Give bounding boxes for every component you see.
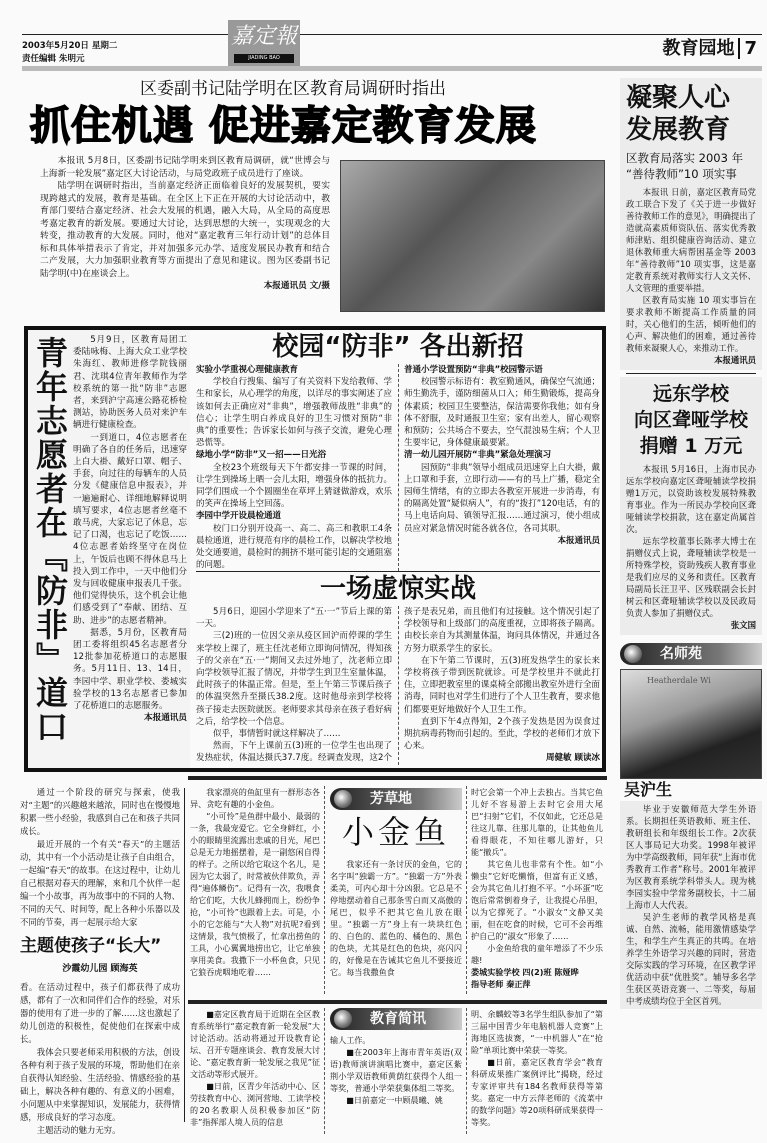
side2-title3: 捐赠 1 万元 xyxy=(639,435,743,457)
section-divider xyxy=(188,1000,607,1004)
campus-text: 校门口分别开设高一、高二、高三和教职工4条晨检通道，进行规范有序的晨检工作，以解决学校地处交通要道，晨检时的拥挤不堪可能引起的交通阻塞的问题。 xyxy=(196,523,392,571)
meeting-photo xyxy=(340,160,605,312)
masthead-info xyxy=(22,40,117,66)
drill-headline: 一场虚惊实战 xyxy=(319,574,476,604)
volunteer-para: 据悉，5月份，区教育局团工委将组织45名志愿者分12批参加花桥道口的志愿服务。5月11日、13、14日，李园中学、职业学校、娄城实验学校的13名志愿者已参加了花桥道口的志愿服务。 xyxy=(73,627,187,712)
lead-kicker: 区委副书记陆学明在区教育局调研时指出 xyxy=(140,79,446,99)
volunteer-para: 一到道口，4位志愿者在明确了各自的任务后，迅速穿上白大褂、戴好口罩、帽子、手套，向过往的每辆车的人员分发《健康信息申报表》，并一遍遍耐心、详细地解释说明填写要求，4位志愿者丝毫不敢马虎，大家忘记了休息，忘记了口渴，也忘记了吃饭……4位志愿者始终坚守在岗位上，午饭后也顾不得休息马上投入到工作中，一天中他们分发与回收健康申报表几千张。他们觉得快乐，这个机会让他们感受到了“奉献、团结、互助、进步”的志愿者精神。 xyxy=(73,432,187,626)
goldfish-para: 其它鱼儿也非常有个性。如“小懒虫”它好吃懒惰，但富有正义感，会为其它鱼儿打抱不平。“小坏蛋”吃饱后常常倒着身子，让我提心吊胆，以为它撑死了。“小淑女”文静又美丽，但在吃食的时候，它可不会再维护自己的“淑女”形象了…… xyxy=(471,859,603,941)
fangcaodi-tag-label: 芳草地 xyxy=(370,791,412,807)
news-item: ■在2003年上海市青年英语(双语)教师演讲演唱比赛中，嘉定区紫荆小学双语教师黄荫红获得个人组一等奖，普通小学荣获集体组二等奖。 xyxy=(330,1047,462,1093)
drill-columns xyxy=(196,606,600,765)
goldfish-col3 xyxy=(471,786,603,990)
side2-byline: 张文国 xyxy=(730,620,756,630)
column-divider xyxy=(324,786,325,994)
teacher-tag-label: 名师苑 xyxy=(660,646,702,662)
lead-para: 陆学明在调研时指出，当前嘉定经济正面临着良好的发展契机，要实现跨越式的发展，教育是基础。在全区上下正在开展的大讨论活动中，教育部门要结合嘉定经济、社会大发展的机遇，融入大局，从全局的高度思考嘉定教育的新发展。要通过大讨论，达到思想的大统一，实现观念的大转变，推动教育的大发展。同时，他对“嘉定教育三年行动计划”的总体目标和具体举措表示了肯定，并对加强多元办学、适度发展民办教育和结合二产发展，大力加强职业教育等方面提出了意见和建议。图为区委副书记陆学明(中)在座谈会上。 xyxy=(40,181,330,279)
side2-para: 远东学校董事长陈孝大博士在捐赠仪式上说，聋哑辅读学校是一所特殊学校，资助残疾人教育事业是我们应尽的义务和责任。区教育局副局长汪卫平、区残联副会长封树云和区聋哑辅读学校以及民政局负责人参加了捐赠仪式。 xyxy=(626,536,756,618)
news-item: 明、余麟蛟等3名学生组队参加了“第三届中国青少年电脑机器人竞赛”上海地区选拔赛，“一中机器人”在“抢险”单项比赛中荣获一等奖。 xyxy=(471,1009,603,1055)
news-col1 xyxy=(190,1008,320,1128)
side2-title1: 远东学校 xyxy=(652,383,729,405)
drill-para: 在下午第二节课时，五(3)班发热学生的家长来学校将孩子带到医院就诊。可是学校里并不就此打住，立即把教室里的课桌椅全部搬出教室外进行全面消毒，同时也对学生们进行了个人卫生教育，要求他们都要更好地做好个人卫生工作。 xyxy=(404,655,600,715)
campus-text: 全校23个班级每天下午都安排一节课的时间，让学生到操场上晒一会儿太阳，增强身体的抵抗力。同学们围成一个个圆圈坐在草坪上猜谜做游戏，欢乐的笑声在操场上空回荡。 xyxy=(196,462,392,510)
lead-para: 本报讯 5月8日，区委副书记陆学明来到区教育局调研，就“世博会与上海新一轮发展”嘉定区大讨论活动，与局党政班子成员进行了座谈。 xyxy=(40,156,330,179)
campus-text: 园预防“非典”领导小组成员迅速穿上白大褂，戴上口罩和手套，立即行动——有的马上广播，稳定全园师生情绪，有的立即去各教室开展进一步消毒，有的隔离处置“疑似病人”，有的“拨打”120电话，有的马上电话向局、镇领导汇报……通过演习，使小组成员应对紧急情况时能各就各位，各司其职。 xyxy=(404,462,600,534)
teacher-para: 吴沪生老师的教学风格是真诚、自然、流畅，能用激情感染学生，和学生产生真正的共鸣。在培养学生外语学习兴趣的同时，营造交际实践的学习环境，在区教学评优活动中获“优胜奖”。辅导多名学生获区英语竞赛一、二等奖，每届中考成绩均位于全区首列。 xyxy=(626,912,756,1006)
campus-byline: 本报通讯员 xyxy=(557,535,600,546)
campus-subhead: 实验小学重视心理健康教育 xyxy=(196,365,299,375)
teacher-photo xyxy=(620,669,762,779)
side-divider xyxy=(626,373,756,374)
drill-para: 5月6日，迎园小学迎来了“五·一”节后上课的第一天。 xyxy=(196,607,392,630)
goldfish-headline: 小金鱼 xyxy=(341,813,450,851)
side1-byline: 本报通讯员 xyxy=(714,355,756,365)
tag-globe-icon xyxy=(334,1010,352,1028)
teacher-bio xyxy=(620,801,762,1009)
drill-byline: 周健敏 顾读冰 xyxy=(546,753,600,764)
side1-title2: 发展教育 xyxy=(626,115,731,145)
side2-title2: 向区聋哑学校 xyxy=(633,409,748,431)
column-divider xyxy=(324,1008,325,1134)
theme-para: 我体会只要老师采用积极的方法，创设各种有利于孩子发展的环境，帮助他们在亲自获得认知经验、生活经验、情感经验的基础上，解决各种有趣的、有意义的小困难，小问题从中来掌握知识，发展能力，获得情感，形成良好的学习态度。 xyxy=(20,1047,180,1122)
news-tag-label: 教育简讯 xyxy=(370,1011,426,1027)
drill-para: 然而，下午上课前五(3)班的一位学生也出现了发热症状，体温达摄氏37.7度。经调查发现，这2个孩子是表兄弟，而且他们有过接触。这个情况引起了学校领导和上级部门的高度重视，立即将孩子隔离。由校长亲自为其测量体温，询问具体情况，并通过各方努力联系学生的家长。 xyxy=(196,607,600,764)
goldfish-col2 xyxy=(330,858,462,978)
news-col2 xyxy=(330,1008,462,1106)
goldfish-para: “小可怜”是鱼群中最小、最弱的一条，我最宠爱它。它全身鲜红，小小的眼睛里流露出悲戚的目光，尾巴总是无力地摇摆着，是一副悠闲自得的样子。之所以给它取这个名儿，是因为它太弱了，时常被伙伴欺负，弄得“遍体鳞伤”。记得有一次，我喂食给它们吃，大伙儿蜂拥而上，纷纷争抢，“小可怜”也跟着上去。可是，小小的它怎能与“大人物”对抗呢?看到这情景，我气愤极了，忙拿出捞鱼的工具，小心翼翼地捞出它，让它单独享用美食。我撒下一小杯鱼食，只见它狼吞虎咽地吃着…… xyxy=(190,811,320,977)
theme-headline: 主题使孩子“长大” xyxy=(20,936,162,956)
fangcaodi-tag xyxy=(330,788,462,810)
theme-para: 看。在活动过程中，孩子们都获得了成功感，都有了一次和同伴们合作的经验，对乐器的使用有了进一步的了解……这也激起了幼儿创造的积极性，促使他们在探索中成长。 xyxy=(20,982,180,1044)
issue-date: 2003年5月20日 星期二 xyxy=(22,41,118,51)
news-item: ■日前嘉定一中顾晨曦、姚 xyxy=(346,1095,443,1105)
column-divider xyxy=(466,786,467,994)
column-divider xyxy=(466,1008,467,1134)
goldfish-byline2: 指导老师 秦正萍 xyxy=(471,979,531,989)
drill-para: 似乎，事情暂时就这样解决了…… xyxy=(213,729,341,740)
side1-sub1: 区教育局落实 2003 年 xyxy=(626,151,744,165)
news-col3 xyxy=(471,1008,603,1128)
section-divider xyxy=(196,571,600,572)
teacher-name: 吴沪生 xyxy=(624,780,673,799)
goldfish-byline1: 娄城实验学校 四(2)班 陈娅晔 xyxy=(471,967,579,977)
logo-text: 嘉定報 xyxy=(230,24,297,49)
section-title xyxy=(662,38,757,60)
logo-en: JIADING BAO xyxy=(234,54,294,63)
photo-sign-text: Heatherdale Wi xyxy=(647,676,711,685)
masthead-bar xyxy=(22,66,762,71)
drill-para: 三(2)班的一位因父亲从疫区回沪而停课的学生来学校上课了，班主任沈老师立即询问情况，得知孩子的父亲在“五·一”期间又去过外地了，沈老师立即向学校领导汇报了情况，并带学生到卫生室量体温，此时孩子的体温正常。但是，至上午第三节课后孩子的体温突然升至摄氏38.2度。这时他母亲到学校将孩子接走去医院就医。老师要求其母亲在孩子看好病之后，给学校一个信息。 xyxy=(196,631,392,727)
theme-para: 主题活动的魅力无穷。 xyxy=(36,1125,121,1135)
campus-subhead: 普通小学设置预防“非典”校园警示语 xyxy=(404,365,543,375)
volunteer-byline: 本报通讯员 xyxy=(144,713,187,724)
theme-article xyxy=(20,786,180,1137)
goldfish-col1 xyxy=(190,786,320,978)
campus-subhead: 绿地小学“防非”又一招——日光浴 xyxy=(196,450,327,461)
masthead-rule xyxy=(22,34,762,35)
goldfish-para: 时它会第一个冲上去独占。当其它鱼儿好不容易游上去时它会用大尾巴“扫射”它们，不仅如此，它还总是往这儿靠、往那儿靠的，让其他鱼儿看得眼花，不知往哪儿游好，只能“撤兵”。 xyxy=(471,787,603,857)
campus-subhead: 清一幼儿园开展防“非典”紧急处理演习 xyxy=(404,450,552,461)
drill-para: 直到下午4点得知，2个孩子发热是因为误食过期抗病毒药物而引起的。至此，学校的老师们才放下心来。 xyxy=(404,716,600,752)
volunteer-title: 青年志愿者在『防非』道口 xyxy=(31,336,69,744)
editor: 责任编辑 朱明元 xyxy=(22,54,85,64)
campus-subhead: 李园中学开设晨检通道 xyxy=(196,511,282,522)
campus-text: 校园警示标语有：教室勤通风，确保空气流通；师生勤洗手，谨防细菌从口入；师生勤锻炼，提高身体素质；校园卫生要整洁，保洁需要你我他；如有身体不舒服，及时通报卫生室；家有出差人，留心观察和预防；公共场合不要去，空气混浊易生病；个人卫生要牢记，身体健康最要紧。 xyxy=(404,377,600,449)
campus-text: 学校自行搜集、编写了有关资料下发给教师、学生和家长，从心理学的角度，以详尽的事实阐述了应该如何去正确应对“非典”，增强教师战胜“非典”的信心；让学生明白养成良好的卫生习惯对预防“非典”的重要性；告诉家长如何与孩子交流，避免心理恐慌等。 xyxy=(196,377,392,449)
goldfish-para: 小金鱼给我的童年增添了不少乐趣! xyxy=(471,943,603,965)
side1-title1: 凝聚人心 xyxy=(626,83,731,113)
volunteer-para: 5月9日，区教育局团工委陆咏梅、上海大众工业学校朱海红、教师进修学院钱丽君、沈琪4位青年教师作为学校系统的第一批“防非”志愿者，来到沪宁高速公路花桥检测站，协助医务人员对来沪车辆进行健康检查。 xyxy=(73,335,187,431)
teacher-para: 毕业于安徽师范大学生外语系。长期担任英语教师、班主任、教研组长和年级组长工作。2次获区人事局记大功奖。1998年被评为中学高级教师，同年获“上海市优秀教育工作者”称号。2001年被评为区教育系统学科带头人。现为桃李园实验中学常务副校长，十二届上海市人大代表。 xyxy=(626,804,756,910)
page-number: 7 xyxy=(738,38,757,59)
section-divider xyxy=(188,776,607,780)
side1-para: 本报讯 日前，嘉定区教育局党政工联合下发了《关于进一步做好善待教师工作的意见》，明确提出了造就高素质师资队伍、落实优秀教师津贴、组织健康咨询活动、建立退休教师重大病帮困基金等 2003 年“善待教师”10 项实事，这是嘉定教育系统对教师实行人文关怀、人文管理的重要举措。 xyxy=(626,187,756,293)
right-column xyxy=(620,78,762,1009)
news-item: ■日前，嘉定区教育学会“教育科研成果推广案例评比”揭晓，经过专家评审共有184名教师获得等第奖。嘉定一中方云萍老师的《流菜中的数学问题》等20项科研成果获得一等奖。 xyxy=(471,1057,603,1127)
news-item: ■日前，区青少年活动中心、区劳技教育中心、浏河营地、工读学校的20名教职人员积极参加区“防非”指挥部人境人员的信息 xyxy=(190,1081,320,1127)
column-rule xyxy=(184,788,185,1122)
campus-columns xyxy=(196,364,600,571)
news-item: ■嘉定区教育局于近期在全区教育系统举行“嘉定教育新一轮发展”大讨论活动。活动将通过开设教育论坛、召开专题座谈会、教育发展大讨论、“嘉定教育新一轮发展之我见”征文活动等形式展开。 xyxy=(190,1009,320,1079)
teacher-care-box xyxy=(620,78,762,370)
teacher-column-tag xyxy=(620,643,762,665)
theme-para: 最近开展的一个有关“春天”的主题活动，其中有一个小活动是让孩子自由组合，一起编“春天”的故事。在这过程中，让幼儿自己根据对春天的理解，來和几个伙伴一起编一个小故事，再为故事中的不同的人物、不同的天气、时间等，配上各种小乐器以及不同的节奏，再一起展示给大家 xyxy=(20,839,180,927)
lead-byline: 本报通讯员 文/摄 xyxy=(263,281,330,291)
campus-headline: 校园“防非” 各出新招 xyxy=(272,332,524,362)
tag-globe-icon xyxy=(624,645,642,663)
news-tag xyxy=(330,1008,462,1030)
volunteer-body xyxy=(73,334,187,725)
theme-para: 通过一个阶段的研究与探索，使我对“主题”的兴趣越来越浓，同时也在慢慢地积累一些小经验，我感到自己在和孩子共同成长。 xyxy=(20,787,180,836)
goldfish-para: 我家漂亮的鱼缸里有一群形态各异、贪吃有趣的小金鱼。 xyxy=(190,787,320,809)
tag-globe-icon xyxy=(334,790,352,808)
theme-author: 沙霞幼儿园 顾海英 xyxy=(62,964,138,974)
news-item: 输人工作。 xyxy=(330,1035,371,1045)
side1-para: 区教育局实施 10 项实事旨在要求教师不断提高工作质量的同时，关心他们的生活，倾听他们的心声、解决他们的困难，通过善待教师来凝聚人心，来推动工作。 xyxy=(626,295,756,353)
lead-body xyxy=(40,155,330,293)
section-name: 教育园地 xyxy=(662,38,735,59)
donation-box xyxy=(620,377,762,635)
newspaper-logo xyxy=(228,20,300,66)
volunteer-panel xyxy=(28,330,190,768)
goldfish-para: 我家还有一条讨厌的金鱼，它的名字叫“独霸一方”。“独霸一方”外表柔美，可内心却十分凶狠。它总是不停地摆动着自己那条雪白而又高傲的尾巴，似乎不把其它鱼儿放在眼里。“独霸一方”身上有一块块红色的、白色的、蓝色的、橘色的、黑色的色块，尤其是红色的色块，亮闪闪的，好像是在告诫其它鱼儿不要接近它。每当我撒鱼食 xyxy=(330,859,462,977)
side2-para: 本报讯 5月16日，上海市民办远东学校向嘉定区聋哑辅读学校捐赠1万元，以资助该校发展特殊教育事业。作为一所民办学校向区聋哑辅读学校捐款，这在嘉定尚属首次。 xyxy=(626,464,756,534)
goldfish-head-area xyxy=(330,788,462,854)
side1-sub2: “善待教师”10 项实事 xyxy=(626,167,737,181)
lead-headline: 抓住机遇 促进嘉定教育发展 xyxy=(30,103,537,149)
